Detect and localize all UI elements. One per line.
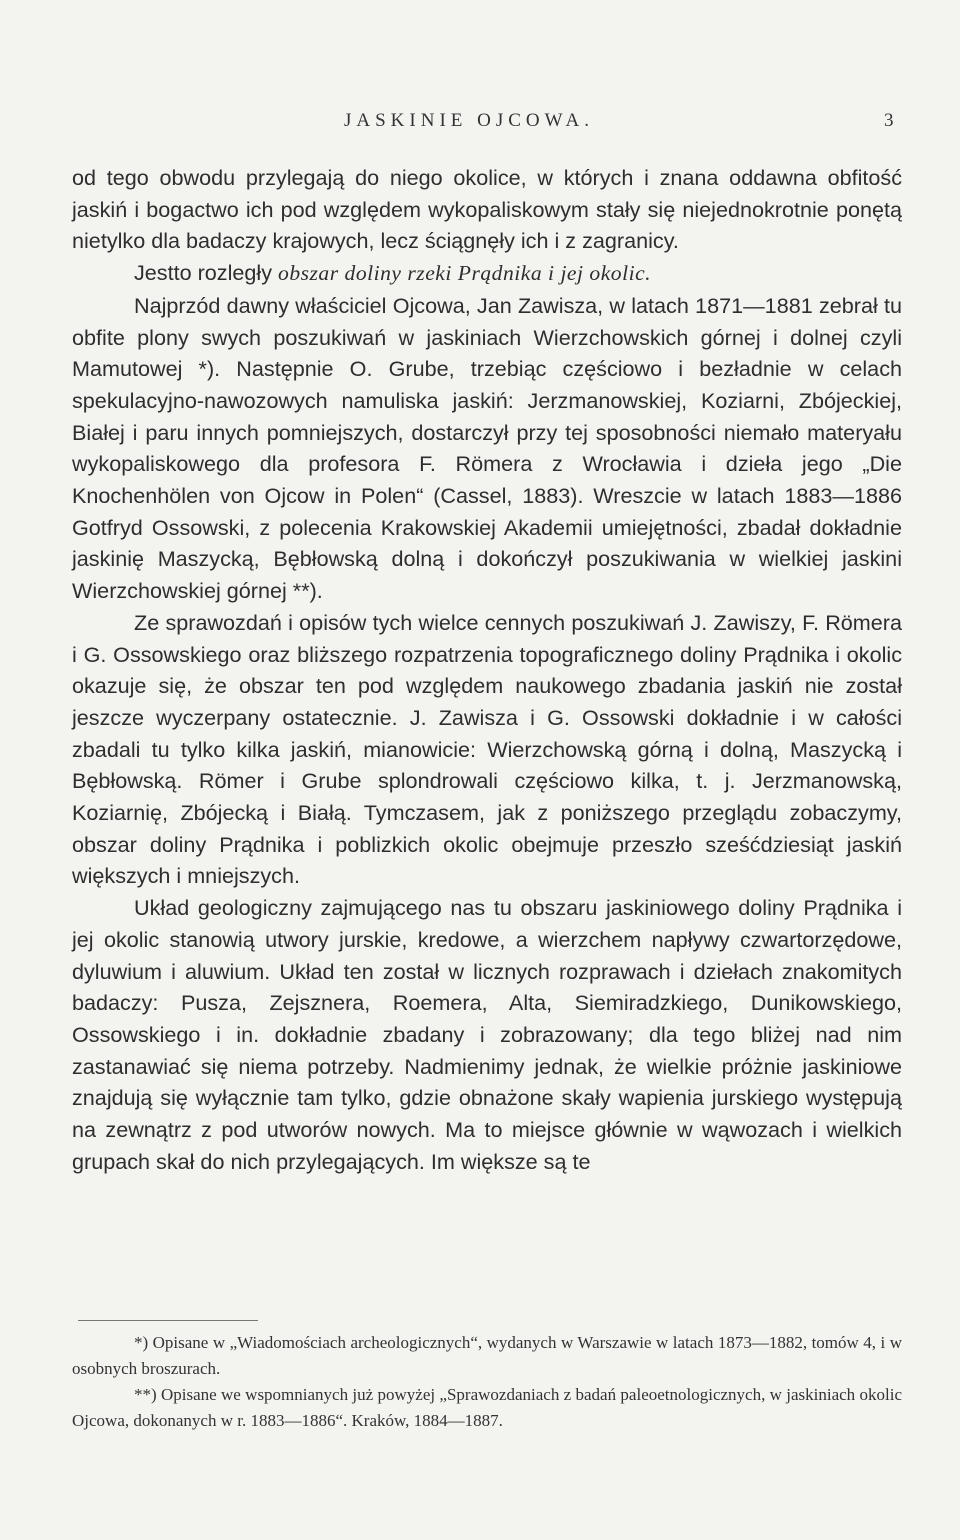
footnote-2: **) Opisane we wspomnianych już powyżej „Sprawozdaniach z badań paleoetnologicznych, w jaskiniach okolic Ojcowa, dokonanych w r. 1883—1886“. Kraków, 1884—1887. xyxy=(72,1385,902,1430)
footnotes xyxy=(72,1330,902,1434)
paragraph-5: Układ geologiczny zajmującego nas tu obszaru jaskiniowego doliny Prądnika i jej okolic stanowią utwory jurskie, kredowe, a wierzchem napływy czwartorzędowe, dyluwium i aluwium. Układ ten został w licznych rozprawach i dziełach znakomitych badaczy: Pusza, Zejsznera, Roemera, Alta, Siemiradzkiego, Dunikowskiego, Ossowskiego i in. dokładnie zbadany i zobrazowany; dla tego bliżej nad nim zastanawiać się niema potrzeby. Nadmienimy jednak, że wielkie próżnie jaskiniowe znajdują się wyłącznie tam tylko, gdzie obnażone skały wapienia jurskiego występują na zewnątrz z pod utworów nowych. Ma to miejsce głównie w wąwozach i wielkich grupach skał do nich przylegających. Im większe są te xyxy=(72,895,902,1174)
paragraph-1: od tego obwodu przylegają do niego okolice, w których i znana oddawna obfitość jaskiń i bogactwo ich pod względem wykopaliskowym stały się niejednokrotnie ponętą nietylko dla badaczy krajowych, lecz ściągnęły ich i z zagranicy. xyxy=(72,165,902,254)
running-head-title: JASKINIE OJCOWA. xyxy=(344,110,594,131)
paragraph-2-lead: Jestto rozległy xyxy=(134,260,279,286)
page-number: 3 xyxy=(884,110,894,131)
running-head xyxy=(0,110,960,134)
paragraph-2-emphasis: obszar doliny rzeki Prądnika i jej okolic. xyxy=(278,261,652,286)
paragraph-3: Najprzód dawny właściciel Ojcowa, Jan Zawisza, w latach 1871—1881 zebrał tu obfite plony swych poszukiwań w jaskiniach Wierzchowskich górnej i dolnej czyli Mamutowej *). Następnie O. Grube, trzebiąc częściowo i bezładnie w celach spekulacyjno-nawozowych namuliska jaskiń: Jerzmanowskiej, Koziarni, Zbójeckiej, Białej i paru innych pomniejszych, dostarczył przy tej sposobności niemało materyału wykopaliskowego dla profesora F. Römera z Wrocławia i dzieła jego „Die Knochenhölen von Ojcow in Polen“ (Cassel, 1883). Wreszcie w latach 1883—1886 Gotfryd Ossowski, z polecenia Krakowskiej Akademii umiejętności, zbadał dokładnie jaskinię Maszycką, Bębłowską dolną i dokończył poszukiwania w wielkiej jaskini Wierzchowskiej górnej **). xyxy=(72,292,902,604)
footnote-separator xyxy=(78,1320,258,1321)
body-text xyxy=(72,162,902,1178)
footnote-1: *) Opisane w „Wiadomościach archeologicznych“, wydanych w Warszawie w latach 1873—1882, tomów 4, i w osobnych broszurach. xyxy=(72,1333,902,1378)
paragraph-4: Ze sprawozdań i opisów tych wielce cennych poszukiwań J. Zawiszy, F. Römera i G. Ossowskiego oraz bliższego rozpatrzenia topograficznego doliny Prądnika i okolic okazuje się, że obszar ten pod względem naukowego zbadania jaskiń nie został jeszcze wyczerpany ostatecznie. J. Zawisza i G. Ossowski dokładnie i w całości zbadali tu tylko kilka jaskiń, mianowicie: Wierzchowską górną i dolną, Maszycką i Bębłowską. Römer i Grube splondrowali częściowo kilka, t. j. Jerzmanowską, Koziarnię, Zbójecką i Białą. Tymczasem, jak z poniższego przeglądu zobaczymy, obszar doliny Prądnika i poblizkich okolic obejmuje przeszło sześćdziesiąt jaskiń większych i mniejszych. xyxy=(72,609,902,889)
paragraph-2 xyxy=(72,257,902,290)
